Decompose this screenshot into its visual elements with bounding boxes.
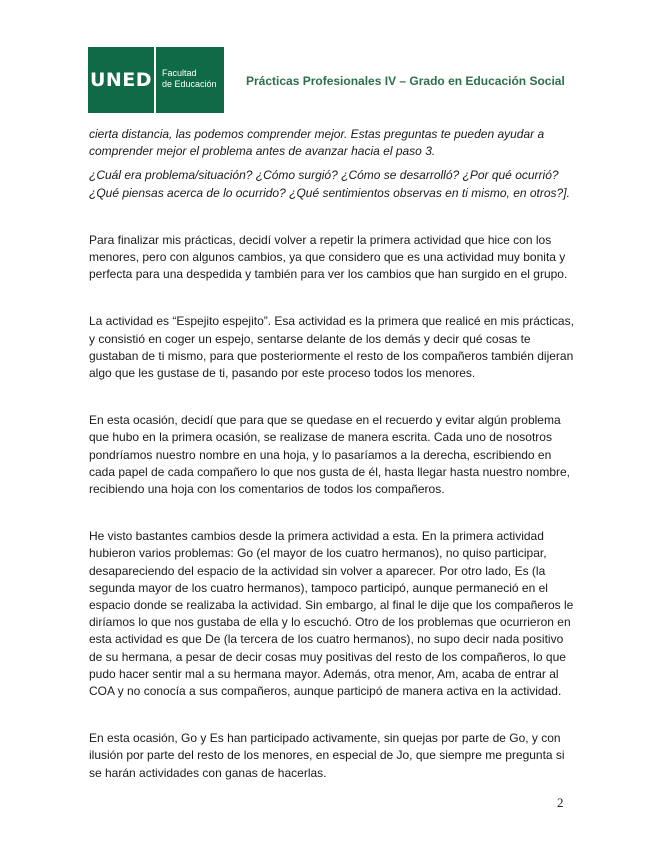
paragraph-ocasion: En esta ocasión, decidí que para que se quedase en el recuerdo y evitar algún problema que hubo en la primera ocasión, se realizase de manera escrita. Cada uno de nosotros pondríamos nuestro nombre en una hoja, y lo pasaríamos a la derecha, escribiendo en cada papel de cada compañero lo que nos gusta de él, hasta llegar hasta nuestro nombre, recibiendo una hoja con los comentarios de todos los compañeros. bbox=[89, 413, 570, 497]
paragraph-cambios: He visto bastantes cambios desde la primera actividad a esta. En la primera actividad hubieron varios problemas: Go (el mayor de los cuatro hermanos), no quiso participar, desapareciendo del espacio de la actividad sin volver a aparecer. Por otro lado, Es (la segunda mayor de los cuatro hermanos), tampoco participó, aunque permaneció en el espacio donde se realizaba la actividad. Sin embargo, al final le dije que los compañeros le diríamos lo que nos gustaba de ella y lo escuchó. Otro de los problemas que ocurrieron en esta actividad es que De (la tercera de los cuatro hermanos), no supo decir nada positivo de su hermana, a pesar de decir cosas muy positivas del resto de los compañeros, lo que pudo hacer sentir mal a su hermana mayor. Además, otra menor, Am, acaba de entrar al COA y no conocía a sus compañeros, aunque participó de manera activa en la actividad. bbox=[89, 529, 574, 699]
faculty-line-2: de Educación bbox=[162, 79, 217, 89]
page-number: 2 bbox=[557, 795, 564, 810]
page-header-title: Prácticas Profesionales IV – Grado en Educación Social bbox=[246, 74, 565, 88]
uned-logo bbox=[88, 47, 224, 113]
faculty-line-1: Facultad bbox=[162, 68, 197, 78]
paragraph-intro: cierta distancia, las podemos comprender mejor. Estas preguntas te pueden ayudar a comprender mejor el problema antes de avanzar hacia el paso 3. bbox=[89, 127, 545, 159]
paragraph-finalizar: Para finalizar mis prácticas, decidí volver a repetir la primera actividad que hice con los menores, pero con algunos cambios, ya que considero que es una actividad muy bonita y perfecta para una despedida y también para ver los cambios que han surgido en el grupo. bbox=[89, 232, 568, 282]
paragraph-participacion: En esta ocasión, Go y Es han participado activamente, sin quejas por parte de Go, y con ilusión por parte del resto de los menores, en especial de Jo, que siempre me pregunta si se harán actividades con ganas de hacerlas. bbox=[89, 731, 565, 780]
paragraph-questions: ¿Cuál era problema/situación? ¿Cómo surgió? ¿Cómo se desarrolló? ¿Por qué ocurrió? ¿Qué piensas acerca de lo ocurrido? ¿Qué sentimientos observas en ti mismo, en otros?]. bbox=[89, 168, 570, 200]
faculty-label bbox=[156, 47, 224, 113]
document-body bbox=[89, 126, 575, 782]
uned-logo-mark: UNED bbox=[88, 47, 154, 113]
paragraph-actividad: La actividad es “Espejito espejito”. Esa actividad es la primera que realicé en mis prácticas, y consistió en coger un espejo, sentarse delante de los demás y decir qué cosas te gustaban de ti mismo, para que posteriormente el resto de los compañeros también dijeran algo que les gustase de ti, pasando por este proceso todos los menores. bbox=[89, 314, 574, 381]
